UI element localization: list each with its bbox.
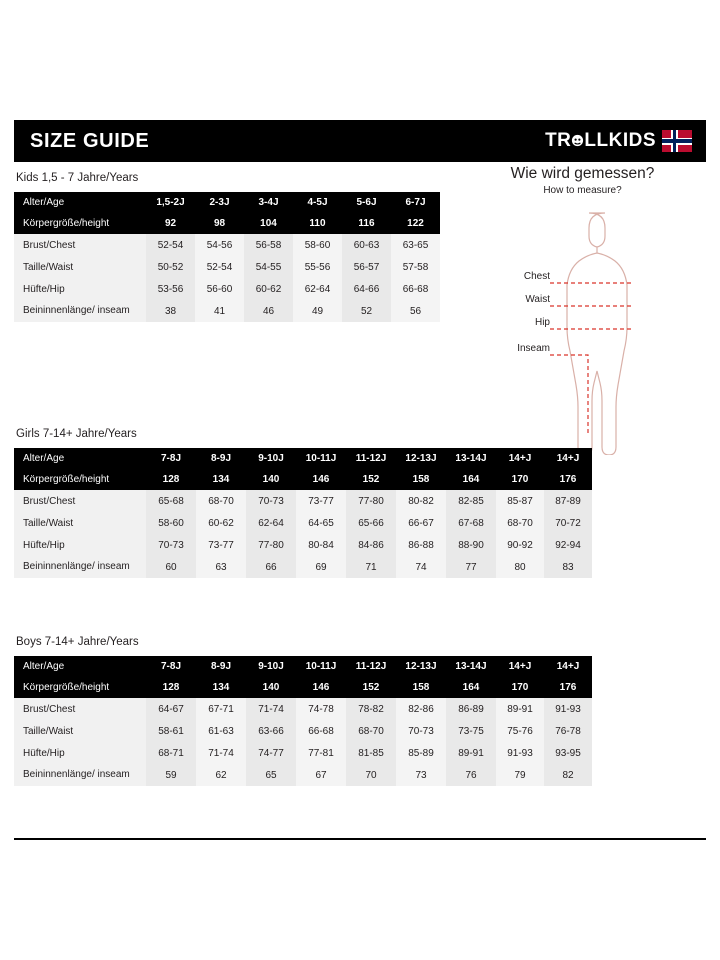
header-cell: 158 <box>396 677 446 698</box>
header-cell: 7-8J <box>146 448 196 469</box>
table-body <box>14 490 592 578</box>
header-cell: 14+J <box>544 448 592 469</box>
table-cell: 91-93 <box>496 742 544 764</box>
table-cell: 65-66 <box>346 512 396 534</box>
table-cell: 64-65 <box>296 512 346 534</box>
header-cell: 122 <box>391 213 440 234</box>
header-cell: 176 <box>544 677 592 698</box>
header-cell: 152 <box>346 677 396 698</box>
size-table-boys <box>14 656 592 786</box>
row-label: Hüfte/Hip <box>14 534 146 556</box>
table-row <box>14 256 440 278</box>
table-cell: 77 <box>446 556 496 578</box>
table-cell: 85-89 <box>396 742 446 764</box>
table-head-row <box>14 192 440 213</box>
table-row <box>14 490 592 512</box>
table-cell: 88-90 <box>446 534 496 556</box>
header-cell: 158 <box>396 469 446 490</box>
table-row <box>14 278 440 300</box>
table-cell: 83 <box>544 556 592 578</box>
header-cell: 14+J <box>496 448 544 469</box>
measure-label-hip: Hip <box>534 317 550 328</box>
table-cell: 76 <box>446 764 496 786</box>
measure-figure <box>455 205 710 455</box>
header-cell: 164 <box>446 469 496 490</box>
table-caption-boys: Boys 7-14+ Jahre/Years <box>16 636 139 648</box>
table-cell: 82-85 <box>446 490 496 512</box>
footer-divider <box>14 838 706 840</box>
table-cell: 63-65 <box>391 234 440 256</box>
header-cell: Alter/Age <box>14 448 146 469</box>
table-cell: 90-92 <box>496 534 544 556</box>
table-cell: 46 <box>244 300 293 322</box>
table-cell: 84-86 <box>346 534 396 556</box>
header-cell: 176 <box>544 469 592 490</box>
table-cell: 65 <box>246 764 296 786</box>
header-cell: 3-4J <box>244 192 293 213</box>
header-cell: 1,5-2J <box>146 192 195 213</box>
table-cell: 68-70 <box>346 720 396 742</box>
table-head-row <box>14 213 440 234</box>
table-cell: 68-71 <box>146 742 196 764</box>
table-cell: 69 <box>296 556 346 578</box>
table-cell: 77-80 <box>246 534 296 556</box>
table-cell: 73-75 <box>446 720 496 742</box>
table-cell: 77-80 <box>346 490 396 512</box>
row-label: Brust/Chest <box>14 490 146 512</box>
table-cell: 58-60 <box>146 512 196 534</box>
row-label: Taille/Waist <box>14 256 146 278</box>
table-cell: 73-77 <box>296 490 346 512</box>
header-cell: 7-8J <box>146 656 196 677</box>
table-cell: 62-64 <box>246 512 296 534</box>
table-cell: 70-73 <box>246 490 296 512</box>
row-label: Brust/Chest <box>14 234 146 256</box>
norway-flag-icon <box>662 130 692 152</box>
table-cell: 70-73 <box>396 720 446 742</box>
table-cell: 80-82 <box>396 490 446 512</box>
header-cell: 11-12J <box>346 656 396 677</box>
measure-label-inseam: Inseam <box>517 343 550 354</box>
table-cell: 92-94 <box>544 534 592 556</box>
table-cell: 52 <box>342 300 391 322</box>
table-cell: 64-66 <box>342 278 391 300</box>
table-cell: 67-68 <box>446 512 496 534</box>
measure-subtitle: How to measure? <box>543 185 622 196</box>
table-cell: 56-60 <box>195 278 244 300</box>
table-cell: 74-78 <box>296 698 346 720</box>
table-cell: 79 <box>496 764 544 786</box>
table-cell: 41 <box>195 300 244 322</box>
header-cell: 8-9J <box>196 448 246 469</box>
table-cell: 86-89 <box>446 698 496 720</box>
header-cell: 146 <box>296 677 346 698</box>
header-cell: Körpergröße/height <box>14 213 146 234</box>
table-cell: 82 <box>544 764 592 786</box>
table-head <box>14 192 440 234</box>
table-cell: 58-60 <box>293 234 342 256</box>
table-cell: 77-81 <box>296 742 346 764</box>
table-cell: 62-64 <box>293 278 342 300</box>
row-label: Taille/Waist <box>14 720 146 742</box>
header-cell: 12-13J <box>396 656 446 677</box>
table-head-row <box>14 448 592 469</box>
header-cell: 11-12J <box>346 448 396 469</box>
header-cell: 9-10J <box>246 656 296 677</box>
table-cell: 71-74 <box>246 698 296 720</box>
table-cell: 60-62 <box>244 278 293 300</box>
header-cell: 6-7J <box>391 192 440 213</box>
header-cell: Alter/Age <box>14 192 146 213</box>
measure-title: Wie wird gemessen? <box>510 165 655 182</box>
table-cell: 56-57 <box>342 256 391 278</box>
table-caption-kids: Kids 1,5 - 7 Jahre/Years <box>16 172 139 184</box>
header-cell: 2-3J <box>195 192 244 213</box>
table-cell: 67 <box>296 764 346 786</box>
header-cell: 128 <box>146 677 196 698</box>
table-head-row <box>14 677 592 698</box>
header-cell: 92 <box>146 213 195 234</box>
size-table-girls <box>14 448 592 578</box>
table-body <box>14 698 592 786</box>
measure-label-chest: Chest <box>523 271 550 282</box>
table-cell: 59 <box>146 764 196 786</box>
header-cell: 134 <box>196 469 246 490</box>
table-block-girls <box>14 428 592 578</box>
header-cell: 170 <box>496 469 544 490</box>
header-bar <box>14 120 706 162</box>
table-cell: 38 <box>146 300 195 322</box>
table-head-row <box>14 656 592 677</box>
header-cell: 13-14J <box>446 448 496 469</box>
header-cell: 116 <box>342 213 391 234</box>
table-cell: 67-71 <box>196 698 246 720</box>
table-block-kids <box>14 172 440 322</box>
table-cell: 76-78 <box>544 720 592 742</box>
table-cell: 70-73 <box>146 534 196 556</box>
header-cell: 14+J <box>496 656 544 677</box>
header-cell: 110 <box>293 213 342 234</box>
troll-head-icon <box>571 131 584 144</box>
page-title: SIZE GUIDE <box>30 129 150 152</box>
table-row <box>14 556 592 578</box>
row-label: Beininnenlänge/ inseam <box>14 556 146 578</box>
table-cell: 60-62 <box>196 512 246 534</box>
table-row <box>14 234 440 256</box>
header-cell: Alter/Age <box>14 656 146 677</box>
table-cell: 91-93 <box>544 698 592 720</box>
table-cell: 54-55 <box>244 256 293 278</box>
header-cell: 98 <box>195 213 244 234</box>
table-cell: 63-66 <box>246 720 296 742</box>
header-cell: 10-11J <box>296 656 346 677</box>
table-cell: 63 <box>196 556 246 578</box>
table-cell: 55-56 <box>293 256 342 278</box>
table-cell: 89-91 <box>446 742 496 764</box>
row-label: Hüfte/Hip <box>14 742 146 764</box>
table-cell: 61-63 <box>196 720 246 742</box>
row-label: Hüfte/Hip <box>14 278 146 300</box>
header-cell: 170 <box>496 677 544 698</box>
header-cell: 164 <box>446 677 496 698</box>
row-label: Beininnenlänge/ inseam <box>14 764 146 786</box>
table-cell: 86-88 <box>396 534 446 556</box>
brand-logo <box>545 130 692 152</box>
table-cell: 80 <box>496 556 544 578</box>
table-cell: 73-77 <box>196 534 246 556</box>
table-cell: 82-86 <box>396 698 446 720</box>
table-cell: 62 <box>196 764 246 786</box>
table-cell: 52-54 <box>195 256 244 278</box>
table-cell: 74 <box>396 556 446 578</box>
table-cell: 81-85 <box>346 742 396 764</box>
table-row <box>14 512 592 534</box>
table-cell: 71-74 <box>196 742 246 764</box>
header-cell: 8-9J <box>196 656 246 677</box>
table-row <box>14 534 592 556</box>
header-cell: 13-14J <box>446 656 496 677</box>
header-cell: 128 <box>146 469 196 490</box>
header-cell: 104 <box>244 213 293 234</box>
header-cell: 140 <box>246 469 296 490</box>
table-cell: 93-95 <box>544 742 592 764</box>
table-cell: 68-70 <box>496 512 544 534</box>
table-cell: 75-76 <box>496 720 544 742</box>
header-cell: 9-10J <box>246 448 296 469</box>
table-cell: 54-56 <box>195 234 244 256</box>
table-row <box>14 742 592 764</box>
row-label: Beininnenlänge/ inseam <box>14 300 146 322</box>
table-row <box>14 764 592 786</box>
header-cell: Körpergröße/height <box>14 677 146 698</box>
table-row <box>14 698 592 720</box>
how-to-measure-panel <box>455 165 710 455</box>
header-cell: 5-6J <box>342 192 391 213</box>
table-cell: 85-87 <box>496 490 544 512</box>
table-cell: 52-54 <box>146 234 195 256</box>
brand-name <box>545 130 656 152</box>
header-cell: 10-11J <box>296 448 346 469</box>
table-cell: 66-67 <box>396 512 446 534</box>
table-cell: 58-61 <box>146 720 196 742</box>
table-block-boys <box>14 636 592 786</box>
table-cell: 57-58 <box>391 256 440 278</box>
header-cell: 14+J <box>544 656 592 677</box>
table-head <box>14 448 592 490</box>
header-cell: 146 <box>296 469 346 490</box>
table-cell: 66 <box>246 556 296 578</box>
table-cell: 71 <box>346 556 396 578</box>
table-cell: 73 <box>396 764 446 786</box>
header-cell: Körpergröße/height <box>14 469 146 490</box>
header-cell: 140 <box>246 677 296 698</box>
table-cell: 65-68 <box>146 490 196 512</box>
measure-label-waist: Waist <box>525 294 550 305</box>
table-cell: 70-72 <box>544 512 592 534</box>
table-cell: 68-70 <box>196 490 246 512</box>
row-label: Taille/Waist <box>14 512 146 534</box>
header-cell: 4-5J <box>293 192 342 213</box>
table-cell: 53-56 <box>146 278 195 300</box>
row-label: Brust/Chest <box>14 698 146 720</box>
table-cell: 66-68 <box>391 278 440 300</box>
table-cell: 78-82 <box>346 698 396 720</box>
table-cell: 60-63 <box>342 234 391 256</box>
table-row <box>14 300 440 322</box>
table-cell: 49 <box>293 300 342 322</box>
table-cell: 64-67 <box>146 698 196 720</box>
table-row <box>14 720 592 742</box>
table-cell: 56-58 <box>244 234 293 256</box>
table-head-row <box>14 469 592 490</box>
table-cell: 50-52 <box>146 256 195 278</box>
table-caption-girls: Girls 7-14+ Jahre/Years <box>16 428 137 440</box>
brand-name-prefix: TR <box>545 130 572 151</box>
table-body <box>14 234 440 322</box>
brand-name-suffix: LLKIDS <box>584 130 656 151</box>
header-cell: 134 <box>196 677 246 698</box>
size-table-kids <box>14 192 440 322</box>
table-cell: 89-91 <box>496 698 544 720</box>
table-head <box>14 656 592 698</box>
table-cell: 56 <box>391 300 440 322</box>
table-cell: 74-77 <box>246 742 296 764</box>
table-cell: 87-89 <box>544 490 592 512</box>
table-cell: 66-68 <box>296 720 346 742</box>
body-figure-svg <box>455 205 710 455</box>
header-cell: 12-13J <box>396 448 446 469</box>
header-cell: 152 <box>346 469 396 490</box>
table-cell: 60 <box>146 556 196 578</box>
table-cell: 80-84 <box>296 534 346 556</box>
table-cell: 70 <box>346 764 396 786</box>
